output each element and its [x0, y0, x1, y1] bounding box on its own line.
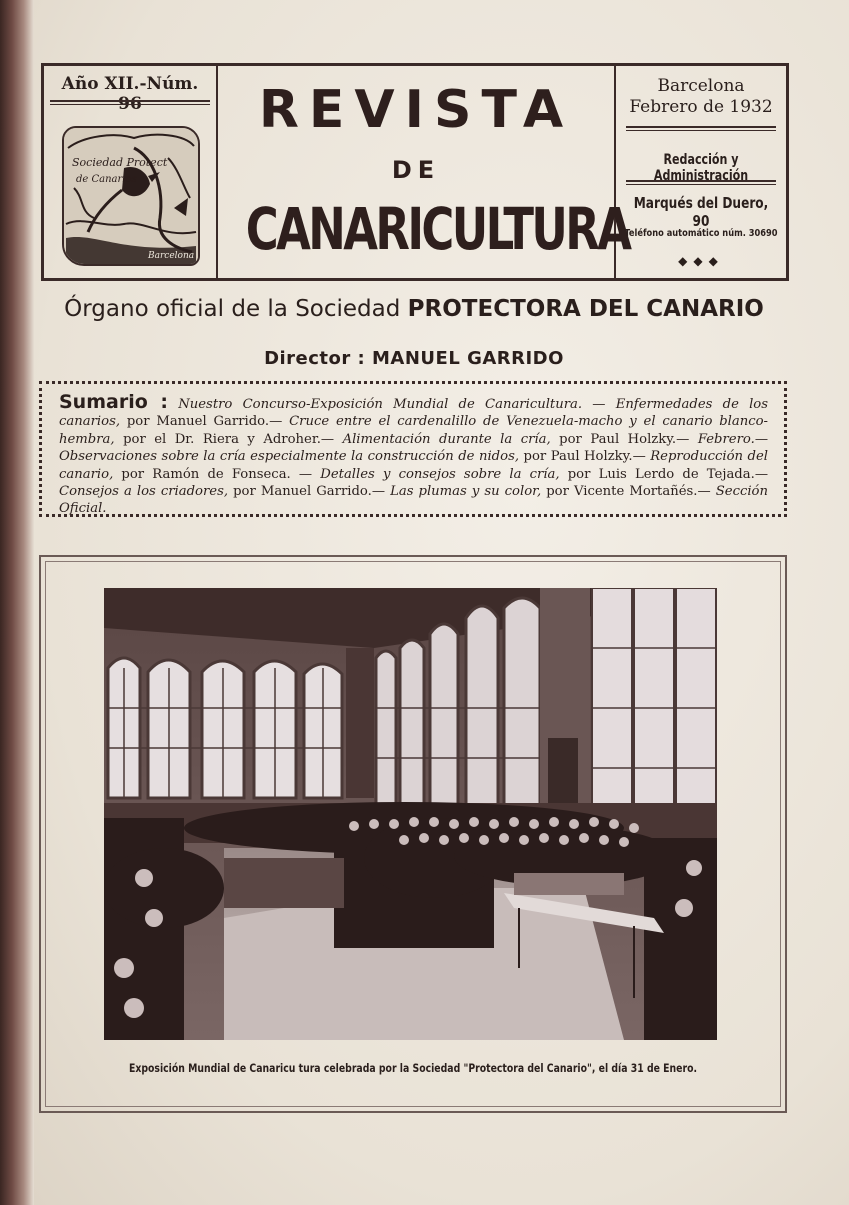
office-label: Redacción y Administración: [653, 152, 749, 184]
toc-item-title: Febrero.: [697, 431, 755, 447]
masthead-right-panel: [616, 66, 786, 278]
issue-rule: [50, 100, 210, 105]
toc-item-author: por el Dr. Riera y Adroher.: [114, 431, 321, 447]
toc-item-title: Alimentación durante la cría,: [342, 431, 551, 447]
toc-item-title: Nuestro Concurso-Exposición Mundial de Canaricultura.: [178, 397, 583, 412]
toc-item-author: por Vicente Mortañés.: [541, 484, 698, 500]
toc-item-author: por Luis Lerdo de Tejada.: [559, 466, 755, 482]
organo-prefix: Órgano oficial de la Sociedad: [64, 296, 408, 322]
publication-city: Barcelona: [657, 76, 745, 96]
masthead-title-panel: [218, 66, 630, 278]
toc-item-title: Observaciones sobre la cría especialmente la construcción de nidos,: [59, 449, 520, 465]
toc-item-title: Cruce entre el cardenalillo de Venezuela-macho y el canario blanco-hembra,: [59, 414, 768, 447]
toc-item-author: por Manuel Garrido.: [228, 484, 372, 500]
office-phone: Teléfono automático núm. 30690: [624, 228, 778, 239]
title-revista: REVISTA: [258, 80, 574, 140]
toc-separator: —: [632, 449, 651, 465]
toc-separator: —: [320, 431, 343, 447]
toc-separator: —: [269, 414, 290, 430]
publication-date: Febrero de 1932: [629, 97, 773, 117]
toc-item-title: Enfermedades de los canarios,: [59, 397, 769, 430]
toc-separator: —: [754, 431, 768, 447]
toc-separator: —: [371, 484, 391, 500]
official-organ-line: [38, 296, 790, 322]
table-of-contents: [39, 381, 787, 517]
sumario-label: Sumario :: [59, 391, 168, 413]
toc-item-title: Detalles y consejos sobre la cría,: [320, 466, 560, 482]
photo-caption: Exposición Mundial de Canaricu tura celebrada por la Sociedad "Protectora del Canario", el día 31 de Enero.: [128, 1061, 698, 1075]
svg-text:de Canarios: de Canarios: [76, 174, 137, 185]
toc-item-title: Las plumas y su color,: [390, 484, 542, 500]
toc-item-author: por Paul Holzky.: [519, 449, 633, 465]
toc-separator: —: [582, 397, 616, 412]
canary-society-emblem-icon: [62, 126, 200, 266]
title-de: DE: [391, 156, 441, 184]
toc-item-author: por Manuel Garrido.: [120, 414, 270, 430]
svg-text:Barcelona: Barcelona: [148, 251, 195, 261]
issue-number: Año XII.-Núm. 96: [61, 74, 199, 114]
toc-separator: —: [697, 484, 716, 500]
toc-item-author: por Paul Holzky.: [550, 431, 677, 447]
director-line: Director : MANUEL GARRIDO: [264, 348, 564, 369]
toc-separator: —: [754, 466, 768, 482]
toc-separator: —: [290, 466, 321, 482]
masthead: [41, 63, 789, 281]
right-rule-middle: [626, 180, 776, 185]
right-rule-top: [626, 126, 776, 131]
toc-item-title: Reproducción del canario,: [59, 449, 768, 482]
organo-society-name: PROTECTORA DEL CANARIO: [407, 296, 764, 322]
book-binding-shadow: [0, 0, 34, 1205]
toc-item-author: por Ramón de Fonseca.: [113, 466, 291, 482]
toc-separator: —: [676, 431, 698, 447]
office-address: Marqués del Duero, 90: [633, 194, 769, 230]
masthead-left-panel: [44, 66, 218, 278]
ornament-diamonds: ◆◆◆: [678, 254, 724, 268]
toc-item-title: Consejos a los criadores,: [59, 484, 229, 500]
title-canaricultura: CANARICULTURA: [245, 195, 630, 263]
toc-item-title: Sección Oficial.: [59, 484, 768, 517]
exhibition-photograph: [104, 588, 717, 1040]
svg-text:Sociedad Protect: Sociedad Protect: [72, 156, 168, 169]
